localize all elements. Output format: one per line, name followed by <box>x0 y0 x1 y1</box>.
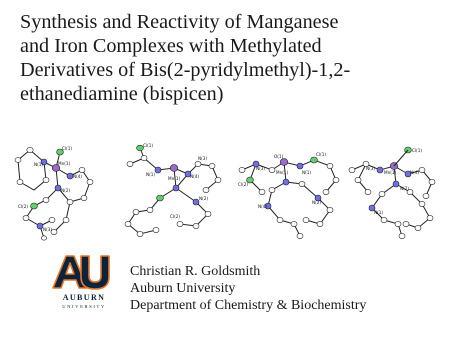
title-line-4: ethanediamine (bispicen) <box>20 83 224 105</box>
label-s4-n3: N(3) <box>366 166 376 171</box>
label-s4-mn1: Mn(1) <box>384 170 397 175</box>
label-s1-n2: N(2) <box>61 188 71 193</box>
label-s1-n4: N(4) <box>73 174 83 179</box>
label-s3-n2: N(2) <box>312 200 322 205</box>
label-s3-o1: O(1) <box>274 154 284 159</box>
label-s3-n3: N(3) <box>256 166 266 171</box>
label-s4-n4: N(4) <box>410 170 420 175</box>
label-s2-mn1: Mn(1) <box>168 176 181 181</box>
label-s4-n2: N(2) <box>400 186 410 191</box>
slide-title <box>20 10 445 106</box>
label-s3-cl1: Cl(1) <box>316 152 327 157</box>
logo-wordmark: AUBURN <box>62 293 106 302</box>
crystal-structures-figure <box>0 140 450 242</box>
label-s1-n3: N(3) <box>43 227 53 232</box>
label-s3-n1: N(1) <box>302 170 312 175</box>
label-s2-n4: N(4) <box>190 174 200 179</box>
label-s3-cl2: Cl(2) <box>238 182 249 187</box>
label-s1-mn1: Mn(1) <box>58 161 71 166</box>
label-s2-cl2: Cl(2) <box>170 214 181 219</box>
label-s2-n3: N(3) <box>198 156 208 161</box>
label-s1-n1: N(1) <box>34 162 44 167</box>
label-s4-cl1: Cl(1) <box>412 148 423 153</box>
atom-labels <box>18 143 422 232</box>
label-s2-n2: N(2) <box>199 196 209 201</box>
title-line-1: Synthesis and Reactivity of Manganese <box>20 11 339 33</box>
author-department: Department of Chemistry & Biochemistry <box>130 298 367 313</box>
logo-letter-u <box>81 256 109 289</box>
logo-subtitle: UNIVERSITY <box>62 304 106 309</box>
label-s3-n4: N(4) <box>258 204 268 209</box>
label-s2-n1: N(1) <box>146 172 156 177</box>
title-line-3: Derivatives of Bis(2-pyridylmethyl)-1,2- <box>20 59 351 81</box>
atoms <box>15 145 435 240</box>
author-name: Christian R. Goldsmith <box>130 264 261 279</box>
title-line-2: and Iron Complexes with Methylated <box>20 35 322 57</box>
label-s4-n1: N(1) <box>374 210 384 215</box>
label-s1-cl1: Cl(1) <box>62 146 73 151</box>
author-block <box>130 263 366 314</box>
label-s1-cl2: Cl(2) <box>18 204 29 209</box>
label-s3-mn1: Mn(1) <box>276 170 289 175</box>
label-s2-cl1: Cl(1) <box>143 143 154 148</box>
author-institution: Auburn University <box>130 281 236 296</box>
